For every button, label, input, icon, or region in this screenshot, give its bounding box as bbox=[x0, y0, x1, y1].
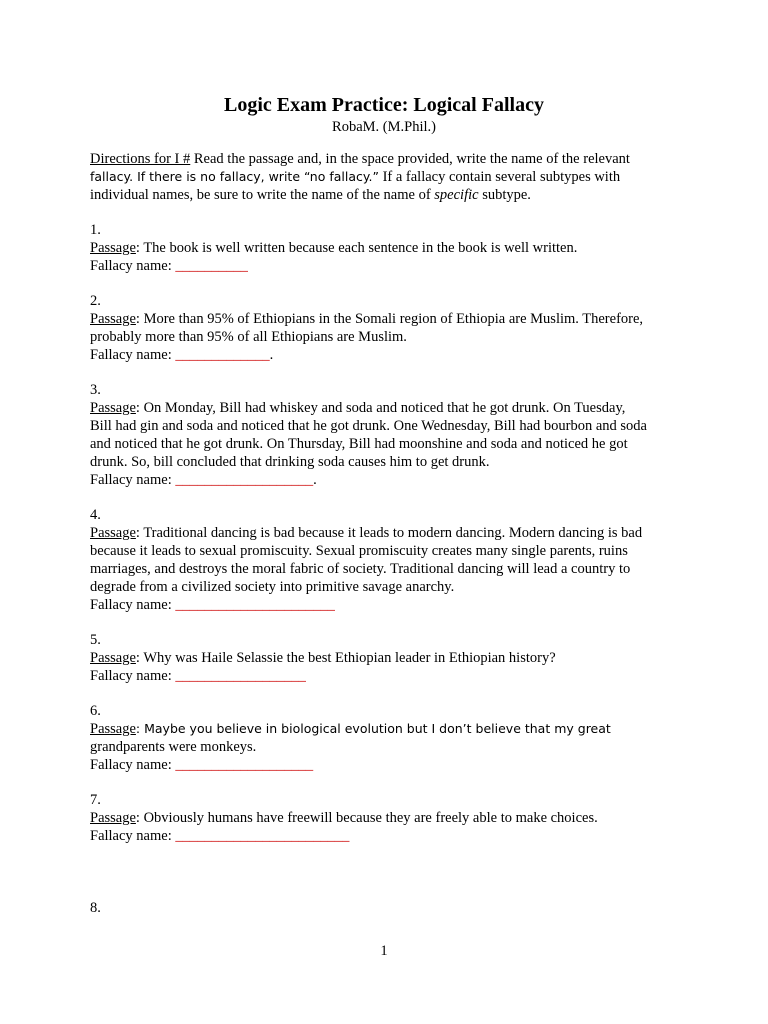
passage-line bbox=[90, 310, 690, 328]
passage-text: : More than 95% of Ethiopians in the Somali region of Ethiopia are Muslim. Therefore, bbox=[135, 311, 644, 327]
passage-text: : Maybe you believe in biological evolution but I don’t believe that my great bbox=[135, 721, 611, 736]
answer-suffix: . bbox=[313, 472, 317, 488]
passage-line: Bill had gin and soda and noticed that he got drunk. One Wednesday, Bill had bourbon and soda bbox=[90, 418, 647, 434]
question-4 bbox=[90, 506, 690, 614]
passage-label: Passage bbox=[90, 311, 136, 327]
passage-line: probably more than 95% of all Ethiopians are Muslim. bbox=[90, 329, 407, 345]
directions-text-2-sans: fallacy. If there is no fallacy, write “no fallacy.” bbox=[90, 169, 379, 184]
directions-emphasis: specific bbox=[434, 187, 479, 203]
passage-text: : The book is well written because each sentence in the book is well written. bbox=[135, 240, 578, 256]
question-number: 3. bbox=[90, 382, 101, 398]
passage-text: : Why was Haile Selassie the best Ethiopian leader in Ethiopian history? bbox=[135, 650, 556, 666]
passage-line: and noticed that he got drunk. On Thursday, Bill had moonshine and soda and noticed he got bbox=[90, 436, 628, 452]
page-title: Logic Exam Practice: Logical Fallacy bbox=[224, 94, 544, 116]
passage-text: : On Monday, Bill had whiskey and soda and noticed that he got drunk. On Tuesday, bbox=[135, 400, 626, 416]
page-number: 1 bbox=[380, 943, 388, 959]
fallacy-label: Fallacy name: bbox=[90, 347, 176, 363]
passage-text: : Obviously humans have freewill because they are freely able to make choices. bbox=[135, 810, 598, 826]
answer-blank[interactable]: ________________________ bbox=[175, 828, 350, 844]
fallacy-name-line bbox=[90, 346, 690, 364]
question-number: 7. bbox=[90, 792, 101, 808]
directions-text-1: Read the passage and, in the space provided, write the name of the relevant bbox=[190, 151, 630, 167]
question-number: 8. bbox=[90, 900, 101, 916]
question-8 bbox=[90, 899, 690, 917]
directions-text-3b: subtype. bbox=[478, 187, 531, 203]
passage-label: Passage bbox=[90, 721, 136, 737]
question-5 bbox=[90, 631, 690, 685]
passage-label: Passage bbox=[90, 650, 136, 666]
fallacy-label: Fallacy name: bbox=[90, 668, 176, 684]
answer-blank[interactable]: __________________ bbox=[175, 668, 306, 684]
directions-line-3 bbox=[90, 186, 690, 204]
question-number: 4. bbox=[90, 507, 101, 523]
fallacy-label: Fallacy name: bbox=[90, 828, 176, 844]
fallacy-name-line bbox=[90, 596, 690, 614]
fallacy-label: Fallacy name: bbox=[90, 757, 176, 773]
question-2 bbox=[90, 292, 690, 364]
passage-line bbox=[90, 399, 690, 417]
passage-line bbox=[90, 809, 690, 827]
fallacy-name-line bbox=[90, 471, 690, 489]
question-3 bbox=[90, 381, 690, 489]
passage-line: degrade from a civilized society into primitive savage anarchy. bbox=[90, 579, 455, 595]
directions-line-1 bbox=[90, 150, 690, 168]
answer-blank[interactable]: ______________________ bbox=[175, 597, 335, 613]
answer-blank[interactable]: _____________ bbox=[175, 347, 270, 363]
passage-line: grandparents were monkeys. bbox=[90, 739, 257, 755]
question-number: 2. bbox=[90, 293, 101, 309]
passage-line bbox=[90, 720, 690, 738]
directions-text-2: If a fallacy contain several subtypes with bbox=[378, 169, 621, 185]
answer-blank[interactable]: ___________________ bbox=[175, 757, 314, 773]
directions-label: Directions for I # bbox=[90, 151, 191, 167]
fallacy-name-line bbox=[90, 257, 690, 275]
author-line: RobaM. (M.Phil.) bbox=[332, 119, 436, 135]
passage-label: Passage bbox=[90, 240, 136, 256]
passage-line: marriages, and destroys the moral fabric of society. Traditional dancing will lead a country to bbox=[90, 561, 631, 577]
fallacy-label: Fallacy name: bbox=[90, 472, 176, 488]
fallacy-name-line bbox=[90, 827, 690, 845]
fallacy-name-line bbox=[90, 756, 690, 774]
passage-line bbox=[90, 649, 690, 667]
directions-text-3a: individual names, be sure to write the name of the name of bbox=[90, 187, 435, 203]
fallacy-label: Fallacy name: bbox=[90, 597, 176, 613]
passage-text: : Traditional dancing is bad because it leads to modern dancing. Modern dancing is bad bbox=[135, 525, 643, 541]
question-number: 6. bbox=[90, 703, 101, 719]
passage-line: drunk. So, bill concluded that drinking soda causes him to get drunk. bbox=[90, 454, 490, 470]
answer-blank[interactable]: __________ bbox=[175, 258, 248, 274]
question-1 bbox=[90, 221, 690, 275]
passage-label: Passage bbox=[90, 810, 136, 826]
passage-line bbox=[90, 524, 690, 542]
directions-block bbox=[90, 150, 690, 204]
answer-blank[interactable]: ___________________ bbox=[175, 472, 314, 488]
directions-line-2 bbox=[90, 168, 690, 186]
passage-label: Passage bbox=[90, 525, 136, 541]
fallacy-name-line bbox=[90, 667, 690, 685]
passage-label: Passage bbox=[90, 400, 136, 416]
question-number: 5. bbox=[90, 632, 101, 648]
answer-suffix: . bbox=[269, 347, 274, 363]
question-number: 1. bbox=[90, 222, 101, 238]
fallacy-label: Fallacy name: bbox=[90, 258, 176, 274]
question-7 bbox=[90, 791, 690, 845]
passage-line: because it leads to sexual promiscuity. Sexual promiscuity creates many single parents, ruins bbox=[90, 543, 628, 559]
passage-line bbox=[90, 239, 690, 257]
question-6 bbox=[90, 702, 690, 774]
